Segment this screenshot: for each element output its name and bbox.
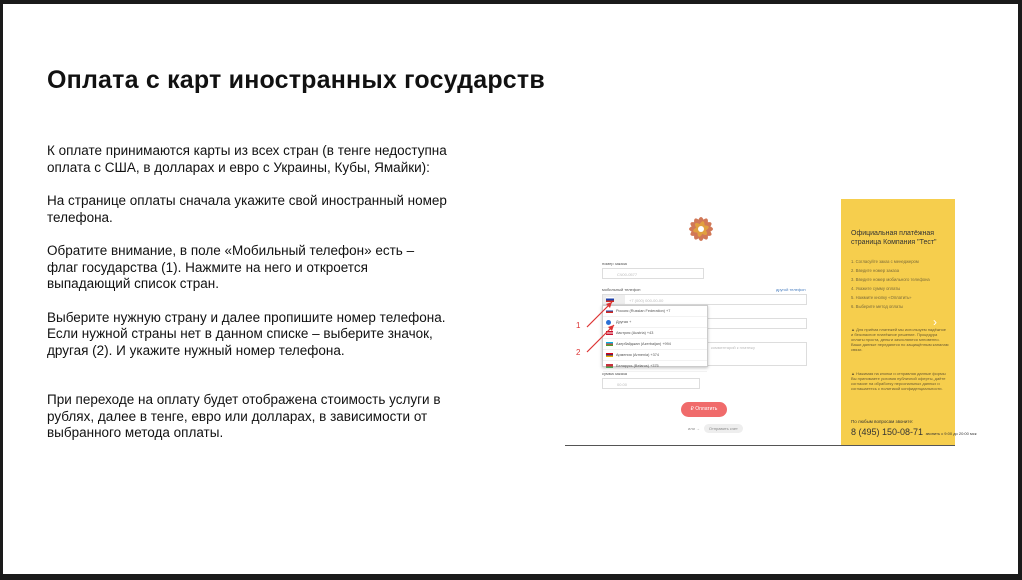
sidebar-step: 3. Введите номер мобильного телефона	[851, 277, 930, 282]
paragraph-select-country: Выберите нужную страну и далее пропишите номер телефона. Если нужной страны нет в данном списке – выберите значок, другая (2). И укажите нужный номер телефона.	[47, 309, 446, 358]
other-phone-link[interactable]: другой телефон	[776, 287, 806, 292]
send-invoice-button[interactable]: Отправить счет	[704, 424, 743, 433]
mobile-phone-label: мобильный телефон	[602, 287, 641, 292]
or-label: или →	[688, 426, 700, 431]
country-option-label: Россия (Russian Federation) +7	[616, 309, 671, 313]
slide-title: Оплата с карт иностранных государств	[47, 66, 545, 94]
country-option-label: Армения (Armenia) +374	[616, 353, 659, 357]
sidebar-question: По любым вопросам звоните:	[851, 419, 914, 424]
order-number-label: номер заказа	[602, 261, 627, 266]
sidebar-steps	[851, 257, 949, 311]
country-option-label: Азербайджан (Azerbaijan) +994	[616, 342, 671, 346]
marker-2: 2	[576, 348, 581, 357]
sidebar-step: 6. Выберите метод оплаты	[851, 304, 904, 309]
country-option-label: Австрия (Austria) +43	[616, 331, 654, 335]
sidebar-step: 1. Согласуйте заказ с менеджером	[851, 259, 919, 264]
paragraph-phone: На странице оплаты сначала укажите свой иностранный номер телефона.	[47, 193, 447, 225]
amount-input[interactable]: 00.00	[602, 378, 700, 389]
chevron-right-icon[interactable]: ›	[933, 315, 937, 329]
sidebar-note-offer: ▲ Нажимая на кнопки и отправляя данные формы Вы принимаете условия публичной оферты, даёте согласие на обработку персональных данных и соглашаетесь с политикой конфиденциальности.	[851, 371, 946, 391]
sidebar-title: Официальная платёжная страница Компания "Тест"	[851, 230, 937, 246]
amount-label: сумма заказа	[602, 371, 627, 376]
sidebar-step: 2. Введите номер заказа	[851, 268, 900, 273]
paragraph-flag: Обратите внимание, в поле «Мобильный телефон» есть – флаг государства (1). Нажмите на него и откроется выпадающий список стран.	[47, 243, 415, 291]
payment-page-screenshot	[565, 199, 977, 447]
country-option-label: Другая +	[616, 320, 632, 324]
sidebar-hours: звонить с 9:00 до 20:00 мск	[925, 431, 977, 436]
arrow-2	[587, 325, 614, 352]
send-invoice-row	[688, 426, 743, 431]
screenshot-baseline	[565, 445, 955, 446]
country-option-label: Беларусь (Belarus) +375	[616, 364, 659, 368]
sidebar-note-security: ▲ Для приёма платежей мы используем надёжное и безопасное платёжное решение. Процедура оплаты проста, деньги зачисляются мгновенно. Ваши данные передаются по защищённым каналам связи.	[851, 327, 949, 352]
pay-button[interactable]: ₽ Оплатить	[681, 402, 727, 417]
marker-1: 1	[576, 321, 581, 330]
paragraph-currency: При переходе на оплату будет отображена стоимость услуги в рублях, далее в тенге, евро или долларах, в зависимости от выбранного метода оплаты.	[47, 392, 441, 440]
order-number-input[interactable]: СЧ00-0577	[602, 268, 704, 279]
comment-input[interactable]: комментарий к платежу	[706, 342, 807, 366]
paragraph-cards: К оплате принимаются карты из всех стран (в тенге недоступна оплата с США, в долларах и евро с Украины, Кубы, Ямайки):	[47, 143, 447, 175]
sidebar-phone-number: 8 (495) 150-08-71	[851, 427, 924, 437]
info-sidebar	[841, 199, 977, 445]
sidebar-step: 5. Нажмите кнопку «Оплатить»	[851, 295, 912, 300]
sidebar-phone	[851, 427, 977, 437]
slide	[3, 4, 1018, 574]
mobile-phone-input[interactable]: +7 (000) 000-00-00	[602, 294, 807, 305]
sidebar-step: 4. Укажите сумму оплаты	[851, 286, 901, 291]
body-text	[47, 143, 487, 459]
